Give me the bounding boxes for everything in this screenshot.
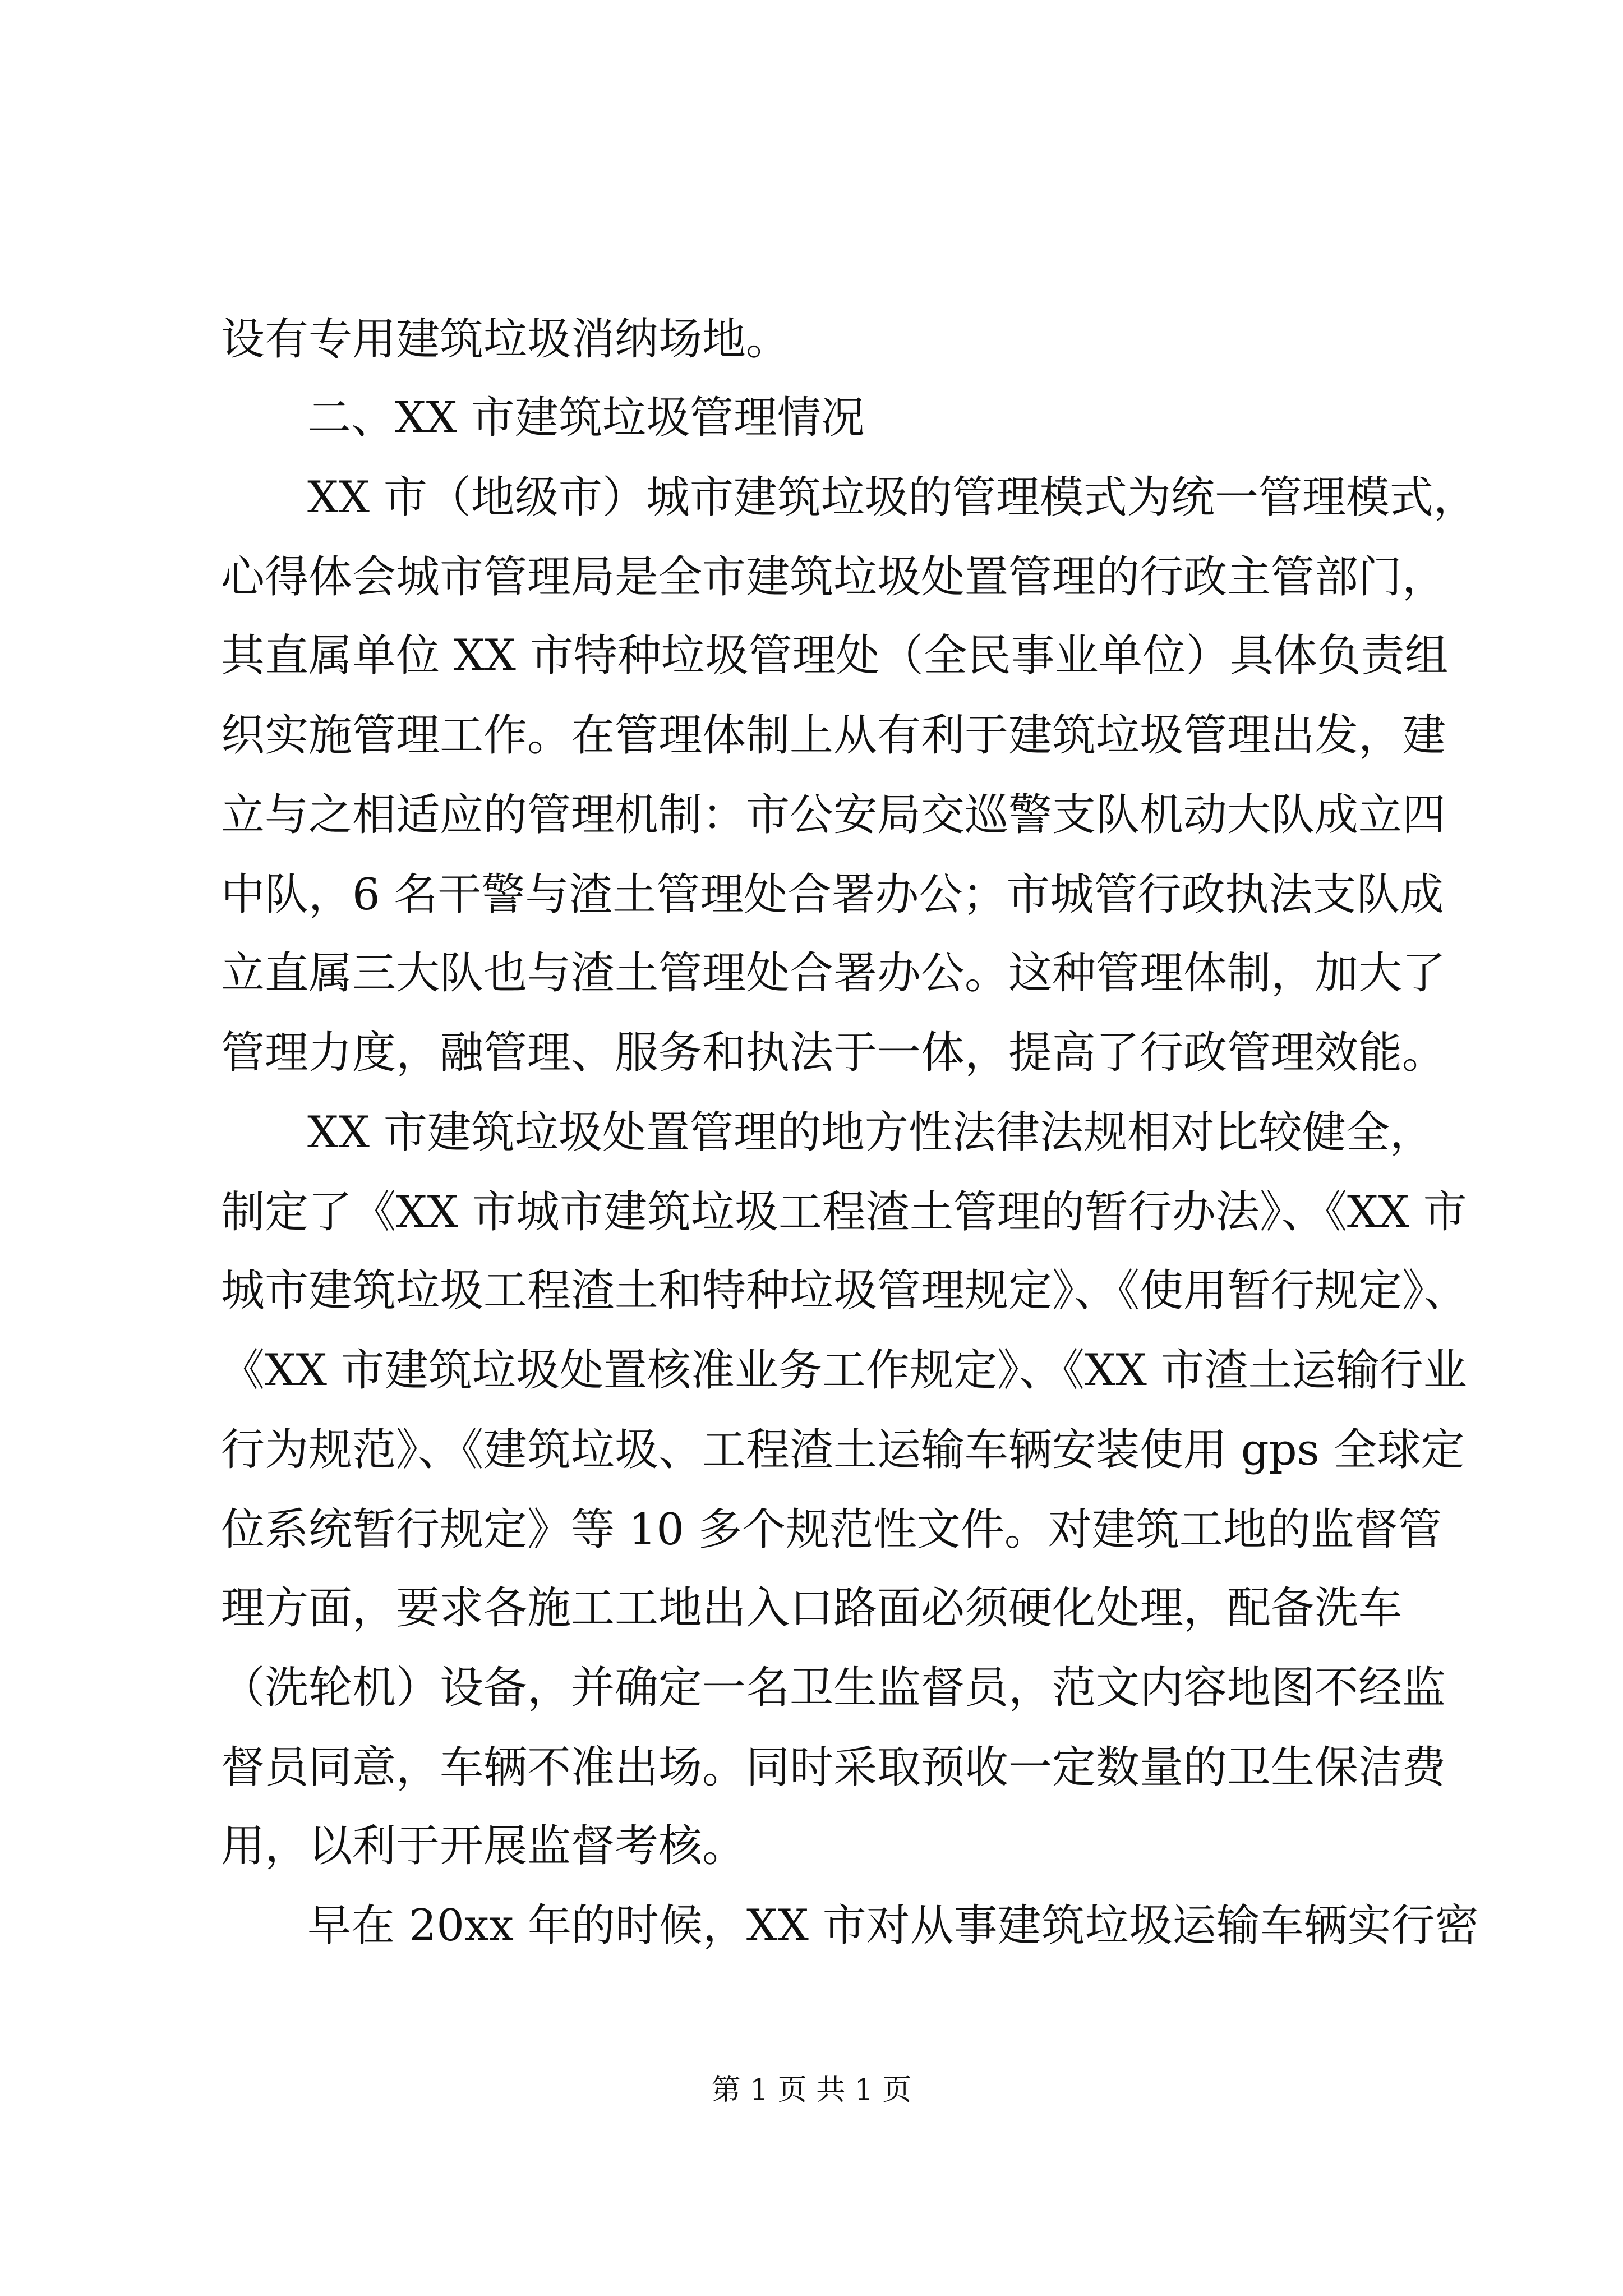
text-line: XX 市建筑垃圾处置管理的地方性法律法规相对比较健全，: [307, 1107, 1433, 1158]
text-line: 行为规范》、《建筑垃圾、工程渣土运输车辆安装使用 gps 全球定: [221, 1425, 1465, 1475]
text-line: 《XX 市建筑垃圾处置核准业务工作规定》、《XX 市渣土运输行业: [221, 1345, 1467, 1396]
text-line: 织实施管理工作。在管理体制上从有利于建筑垃圾管理出发，建: [221, 710, 1446, 761]
text-line: 位系统暂行规定》等 10 多个规范性文件。对建筑工地的监督管: [221, 1504, 1442, 1555]
text-line: 理方面，要求各施工工地出入口路面必须硬化处理，配备洗车: [221, 1583, 1403, 1634]
text-line: 其直属单位 XX 市特种垃圾管理处（全民事业单位）具体负责组: [221, 631, 1449, 681]
text-line: 立与之相适应的管理机制：市公安局交巡警支队机动大队成立四: [221, 790, 1446, 840]
text-line: 督员同意，车辆不准出场。同时采取预收一定数量的卫生保洁费: [221, 1742, 1446, 1793]
text-line: （洗轮机）设备，并确定一名卫生监督员，范文内容地图不经监: [221, 1663, 1446, 1713]
text-line: XX 市（地级市）城市建筑垃圾的管理模式为统一管理模式，: [307, 472, 1477, 523]
text-line: 用，以利于开展监督考核。: [221, 1821, 746, 1871]
text-line: 城市建筑垃圾工程渣土和特种垃圾管理规定》、《使用暂行规定》、: [221, 1266, 1468, 1316]
page-footer: 第 1 页 共 1 页: [711, 2073, 912, 2107]
text-line: 早在 20xx 年的时候，XX 市对从事建筑垃圾运输车辆实行密: [307, 1901, 1479, 1951]
text-line: 立直属三大队也与渣土管理处合署办公。这种管理体制，加大了: [221, 948, 1446, 999]
text-line: 制定了《XX 市城市建筑垃圾工程渣土管理的暂行办法》、《XX 市: [221, 1187, 1467, 1237]
text-line: 中队，6 名干警与渣土管理处合署办公；市城管行政执法支队成: [221, 869, 1444, 920]
text-line: 管理力度，融管理、服务和执法于一体，提高了行政管理效能。: [221, 1028, 1446, 1078]
text-line: 设有专用建筑垃圾消纳场地。: [221, 314, 790, 365]
text-line: 心得体会城市管理局是全市建筑垃圾处置管理的行政主管部门，: [221, 552, 1446, 602]
section-heading: 二、XX 市建筑垃圾管理情况: [307, 393, 865, 443]
